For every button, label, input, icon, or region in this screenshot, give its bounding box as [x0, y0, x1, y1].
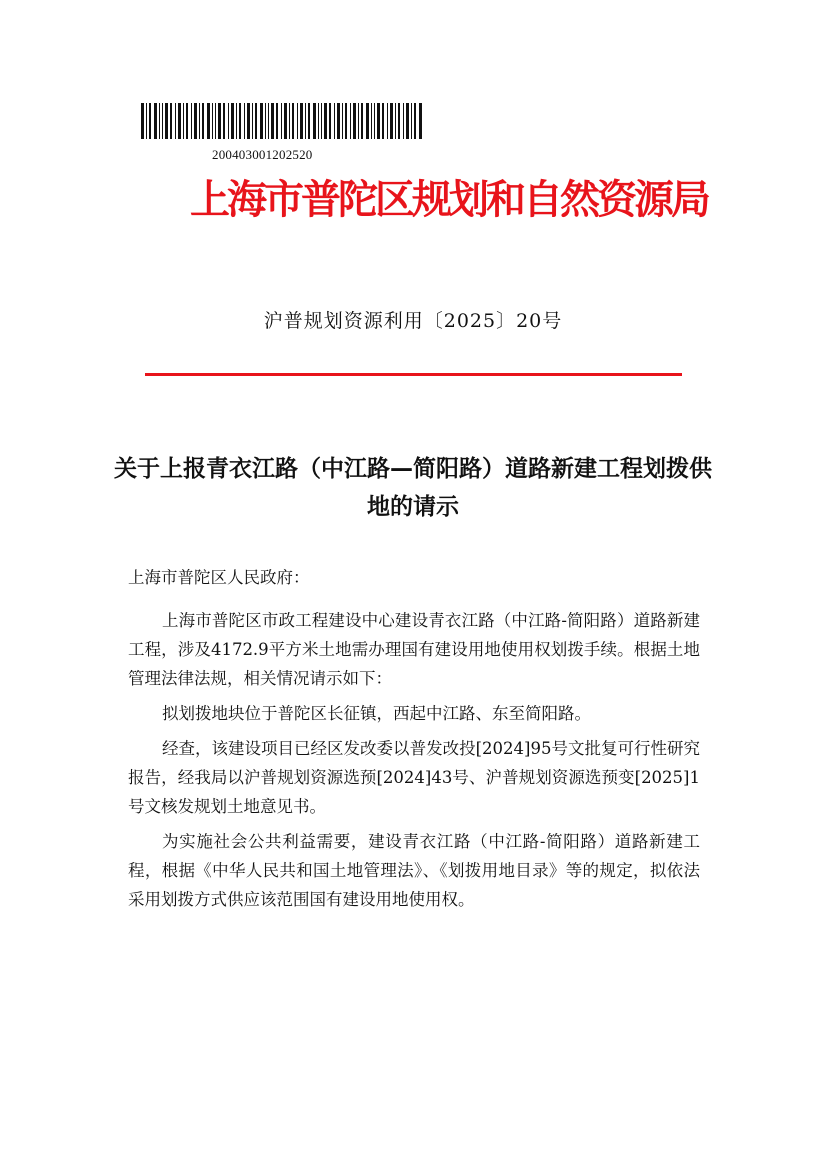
document-title: 关于上报青衣江路（中江路—简阳路）道路新建工程划拨供地的请示: [114, 456, 712, 520]
body-paragraph: 拟划拨地块位于普陀区长征镇，西起中江路、东至简阳路。: [162, 704, 591, 723]
document-body: [128, 606, 700, 920]
red-divider: [145, 373, 682, 376]
document-number: 沪普规划资源利用〔2025〕20号: [263, 310, 563, 332]
body-paragraph: 上海市普陀区市政工程建设中心建设青衣江路（中江路-简阳路）道路新建工程，涉及4172.9平方米土地需办理国有建设用地使用权划拨手续。根据土地管理法律法规，相关情况请示如下：: [128, 611, 700, 688]
body-paragraph: 为实施社会公共利益需要，建设青衣江路（中江路-简阳路）道路新建工程，根据《中华人民共和国土地管理法》、《划拨用地目录》等的规定，拟依法采用划拨方式供应该范围国有建设用地使用权。: [128, 832, 700, 909]
barcode: [141, 103, 423, 139]
body-paragraph: 经查，该建设项目已经区发改委以普发改投[2024]95号文批复可行性研究报告，经我局以沪普规划资源选预[2024]43号、沪普规划资源选预变[2025]1号文核发规划土地意见书。: [128, 739, 700, 816]
barcode-number: 200403001202520: [212, 147, 313, 162]
salutation: 上海市普陀区人民政府：: [128, 568, 310, 587]
issuer-title: 上海市普陀区规划和自然资源局: [190, 176, 708, 223]
